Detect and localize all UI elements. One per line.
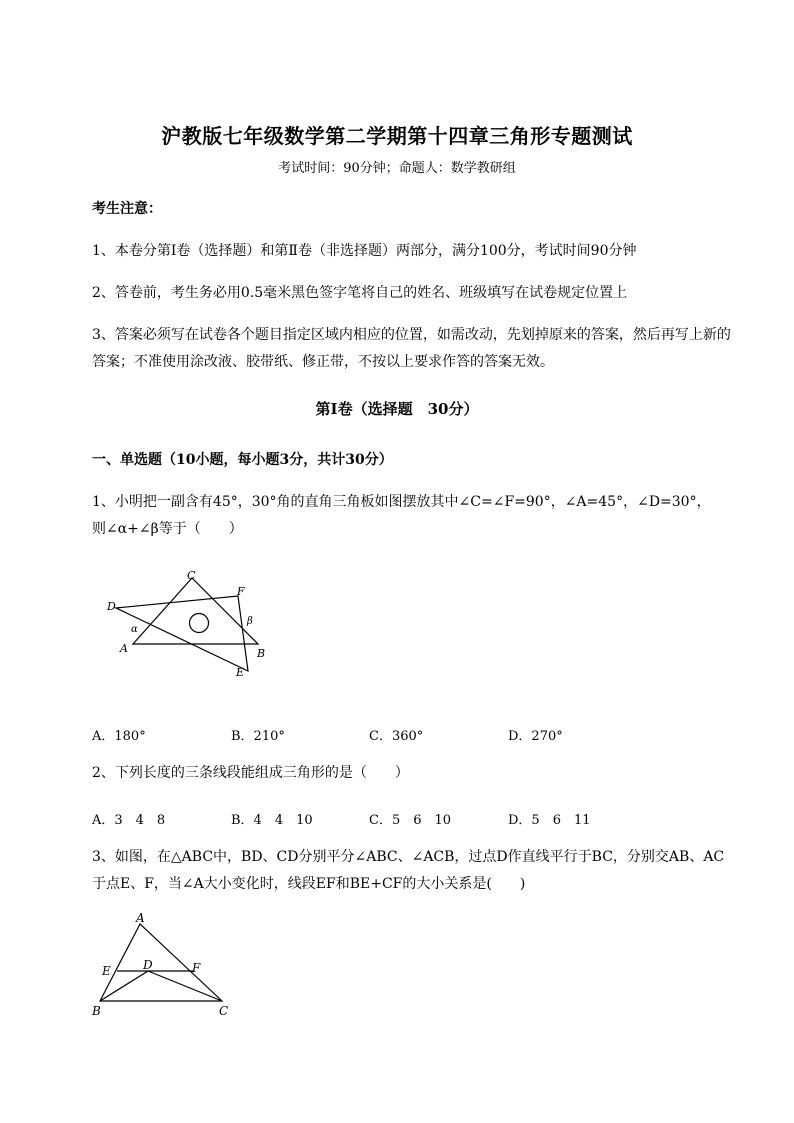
label-c: C <box>187 569 196 582</box>
q2-option-c[interactable]: C．5 6 10 <box>369 813 452 828</box>
label-c: C <box>219 1004 229 1018</box>
part1-title: 第I卷（选择题 30分） <box>315 400 479 418</box>
segment-cd <box>148 971 222 1001</box>
q2-option-a[interactable]: A．3 4 8 <box>92 813 166 828</box>
label-alpha: α <box>131 624 138 635</box>
label-b: B <box>92 1004 101 1018</box>
exam-title: 沪教版七年级数学第二学期第十四章三角形专题测试 <box>161 124 633 148</box>
q2-option-d[interactable]: D．5 6 11 <box>508 813 591 828</box>
question-1-text: 1、小明把一副含有45°，30°角的直角三角板如图摆放其中∠C=∠F=90°，∠A=45°，∠D=30°，则∠α+∠β等于（ ） <box>92 494 711 537</box>
label-f: F <box>237 585 245 598</box>
q1-option-d[interactable]: D．270° <box>508 729 563 744</box>
q1-option-b[interactable]: B．210° <box>231 729 285 744</box>
circle-mark <box>190 614 209 633</box>
label-b: B <box>257 647 266 660</box>
label-d: D <box>107 600 116 613</box>
label-a: A <box>120 642 128 655</box>
notice-heading: 考生注意： <box>92 201 162 217</box>
question-3-text: 3、如图，在△ABC中，BD、CD分别平分∠ABC、∠ACB，过点D作直线平行于BC，分别交AB、AC于点E、F，当∠A大小变化时，线段EF和BE+CF的大小关系是( ) <box>92 849 725 892</box>
question-1-figure <box>100 566 280 682</box>
label-e: E <box>102 964 111 978</box>
q2-option-b[interactable]: B．4 4 10 <box>231 813 313 828</box>
q1-option-a[interactable]: A．180° <box>92 729 146 744</box>
notice-item-3: 3、答案必须写在试卷各个题目指定区域内相应的位置，如需改动，先划掉原来的答案，然后再写上新的答案；不准使用涂改液、胶带纸、修正带，不按以上要求作答的答案无效。 <box>92 327 731 370</box>
question-3-figure <box>88 908 238 1020</box>
label-f: F <box>192 961 201 975</box>
label-d: D <box>143 958 153 972</box>
section-heading: 一、单选题（10小题，每小题3分，共计30分） <box>92 452 393 468</box>
label-a: A <box>136 911 145 925</box>
notice-item-1: 1、本卷分第I卷（选择题）和第Ⅱ卷（非选择题）两部分，满分100分，考试时间90分钟 <box>92 243 637 259</box>
q1-option-c[interactable]: C．360° <box>369 729 424 744</box>
exam-subtitle: 考试时间：90分钟；命题人：数学教研组 <box>278 161 516 176</box>
question-2-text: 2、下列长度的三条线段能组成三角形的是（ ） <box>92 765 409 781</box>
label-beta: β <box>247 616 253 627</box>
notice-item-2: 2、答卷前，考生务必用0.5毫米黑色签字笔将自己的姓名、班级填写在试卷规定位置上 <box>92 285 628 301</box>
label-e: E <box>236 666 245 679</box>
